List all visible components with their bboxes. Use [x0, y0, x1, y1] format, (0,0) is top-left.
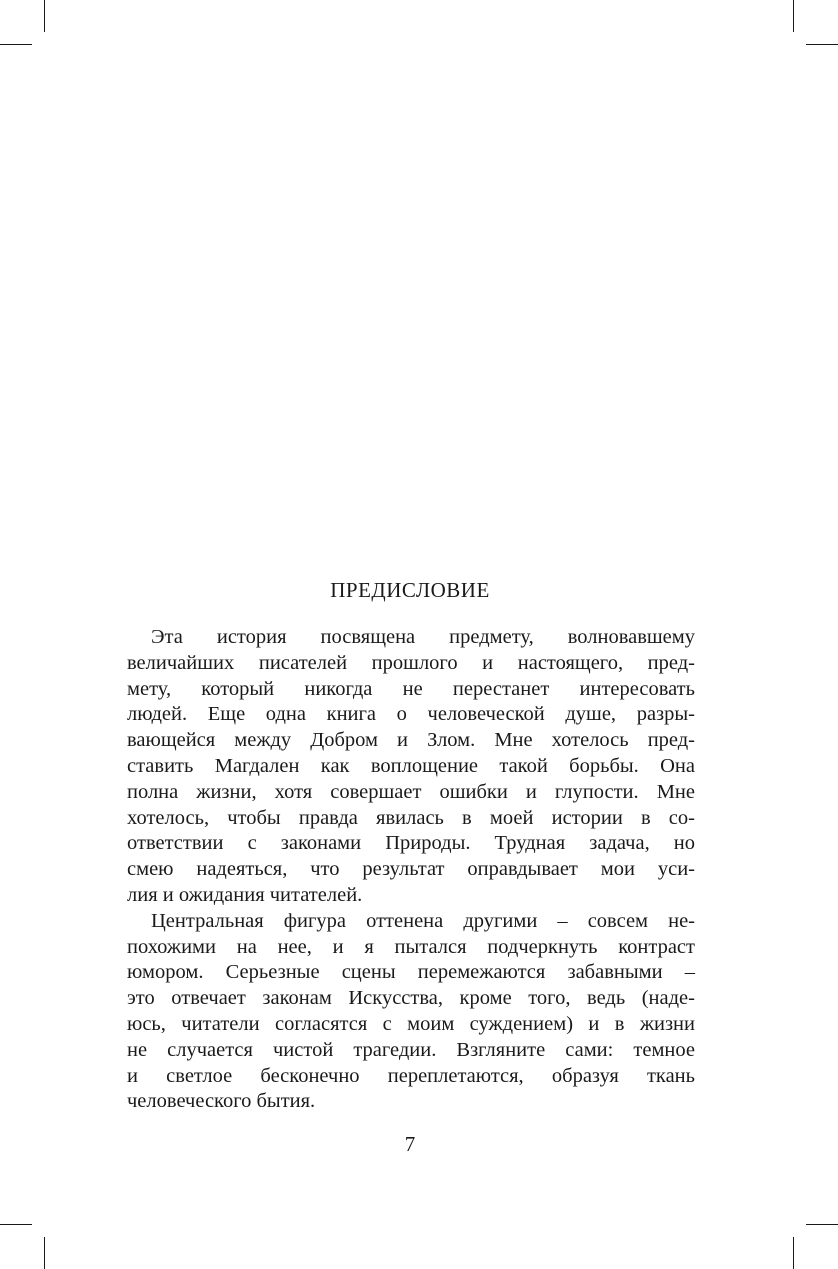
text-line: ответствии с законами Природы. Трудная задача, но — [127, 832, 695, 855]
text-line: людей. Еще одна книга о человеческой душе, разры- — [127, 703, 695, 726]
text-line: человеческого бытия. — [127, 1090, 316, 1113]
text-line: мету, который никогда не перестанет интересовать — [127, 677, 695, 700]
text-line: лия и ожидания читателей. — [127, 883, 363, 906]
text-line: величайших писателей прошлого и настоящего, пред- — [127, 651, 695, 674]
page-number: 7 — [404, 1132, 416, 1156]
text-line: смею надеяться, что результат оправдывает мои уси- — [127, 858, 695, 881]
text-line: это отвечает законам Искусства, кроме того, ведь (наде- — [127, 987, 695, 1010]
text-line: и светлое бесконечно переплетаются, образуя ткань — [127, 1064, 695, 1087]
text-line: полна жизни, хотя совершает ошибки и глупости. Мне — [127, 780, 695, 803]
crop-mark-bottom-right-horizontal — [806, 1224, 838, 1225]
crop-mark-top-right-horizontal — [806, 44, 838, 45]
text-line: похожими на нее, и я пытался подчеркнуть контраст — [127, 935, 695, 958]
paragraph-2 — [127, 909, 695, 1115]
crop-mark-bottom-left-vertical — [44, 1237, 45, 1269]
paragraph-1 — [127, 625, 695, 909]
text-line: юмором. Серьезные сцены перемежаются забавными – — [127, 961, 695, 984]
crop-mark-top-left-vertical — [44, 0, 45, 32]
text-line: хотелось, чтобы правда явилась в моей истории в со- — [127, 806, 695, 829]
text-line: Центральная фигура оттенена другими – совсем не- — [151, 909, 695, 932]
crop-mark-top-left-horizontal — [0, 44, 32, 45]
crop-mark-bottom-right-vertical — [793, 1237, 794, 1269]
text-line: не случается чистой трагедии. Взгляните сами: темное — [127, 1038, 695, 1061]
text-line: вающейся между Добром и Злом. Мне хотелось пред- — [127, 729, 695, 752]
text-line: ставить Магдален как воплощение такой борьбы. Она — [127, 754, 695, 777]
text-line: Эта история посвящена предмету, волновавшему — [151, 626, 695, 648]
crop-mark-top-right-vertical — [793, 0, 794, 32]
text-line: юсь, читатели согласятся с моим суждением) и в жизни — [127, 1012, 695, 1035]
page-title: ПРЕДИСЛОВИЕ — [330, 578, 490, 602]
crop-mark-bottom-left-horizontal — [0, 1224, 32, 1225]
preface-body — [127, 625, 695, 1115]
